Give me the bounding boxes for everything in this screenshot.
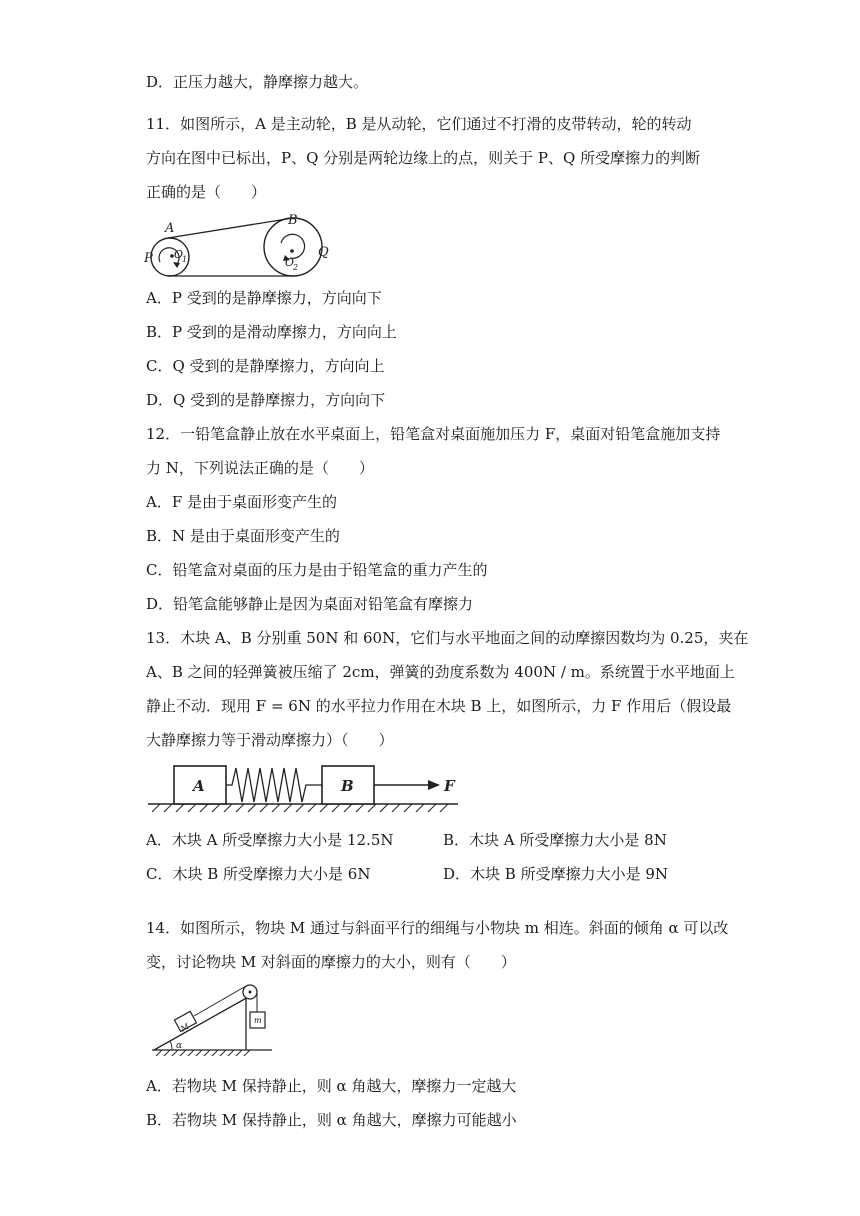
q14-option-a: A．若物块 M 保持静止，则 α 角越大，摩擦力一定越大 <box>146 1077 517 1095</box>
q11-stem-line-2: 方向在图中已标出，P、Q 分别是两轮边缘上的点，则关于 P、Q 所受摩擦力的判断 <box>146 149 701 167</box>
q14-stem-line-2: 变，讨论物块 M 对斜面的摩擦力的大小，则有（ ） <box>146 953 516 971</box>
q14-stem-line-1: 14．如图所示，物块 M 通过与斜面平行的细绳与小物块 m 相连。斜面的倾角 α 可以改 <box>146 919 729 937</box>
block-label-big-m: M <box>179 1021 191 1034</box>
center-label-o2: O <box>285 256 295 269</box>
block-label-a: A <box>193 777 205 795</box>
wheel-label-a: A <box>165 221 175 236</box>
q12-stem-line-1: 12．一铅笔盒静止放在水平桌面上，铅笔盒对桌面施加压力 F，桌面对铅笔盒施加支持 <box>146 425 721 443</box>
q13-option-d: D．木块 B 所受摩擦力大小是 9N <box>443 865 669 883</box>
q11-option-a: A．P 受到的是静摩擦力，方向向下 <box>146 289 382 307</box>
center-label-o1: O <box>174 248 184 261</box>
q11-option-c: C．Q 受到的是静摩擦力，方向向上 <box>146 357 385 375</box>
q12-option-b: B．N 是由于桌面形变产生的 <box>146 527 340 545</box>
q11-option-d: D．Q 受到的是静摩擦力，方向向下 <box>146 391 386 409</box>
block-label-small-m: m <box>254 1016 262 1025</box>
q12-option-d: D．铅笔盒能够静止是因为桌面对铅笔盒有摩擦力 <box>146 595 474 613</box>
q13-option-a: A．木块 A 所受摩擦力大小是 12.5N <box>146 831 394 849</box>
q13-stem-line-4: 大静摩擦力等于滑动摩擦力）（ ） <box>146 731 394 749</box>
incline-pulley-figure <box>150 978 278 1060</box>
q13-option-b: B．木块 A 所受摩擦力大小是 8N <box>443 831 667 849</box>
q11-stem-line-3: 正确的是（ ） <box>146 183 267 201</box>
q13-option-c: C．木块 B 所受摩擦力大小是 6N <box>146 865 371 883</box>
q13-stem-line-2: A、B 之间的轻弹簧被压缩了 2cm，弹簧的劲度系数为 400N / m。系统置于水平地面上 <box>146 663 735 681</box>
q14-option-b: B．若物块 M 保持静止，则 α 角越大，摩擦力可能越小 <box>146 1111 517 1129</box>
point-label-p: P <box>144 251 153 266</box>
q12-option-a: A．F 是由于桌面形变产生的 <box>146 493 338 511</box>
q12-stem-line-2: 力 N，下列说法正确的是（ ） <box>146 459 374 477</box>
angle-label-alpha: α <box>176 1041 183 1051</box>
q12-option-c: C．铅笔盒对桌面的压力是由于铅笔盒的重力产生的 <box>146 561 488 579</box>
force-label-f: F <box>444 777 455 795</box>
wheel-label-b: B <box>288 213 298 228</box>
block-label-b: B <box>341 777 354 795</box>
q11-option-b: B．P 受到的是滑动摩擦力，方向向上 <box>146 323 397 341</box>
center-label-o1-sub: 1 <box>182 255 188 264</box>
q13-stem-line-3: 静止不动．现用 F = 6N 的水平拉力作用在木块 B 上，如图所示，力 F 作用后（假设最 <box>146 697 732 715</box>
q11-stem-line-1: 11．如图所示，A 是主动轮，B 是从动轮，它们通过不打滑的皮带转动，轮的转动 <box>146 115 692 133</box>
q13-stem-line-1: 13．木块 A、B 分别重 50N 和 60N，它们与水平地面之间的动摩擦因数均为 0.25，夹在 <box>146 629 749 647</box>
point-label-q: Q <box>318 245 329 260</box>
spring-blocks-figure <box>146 760 462 816</box>
belt-pulley-figure <box>140 210 340 282</box>
q10-option-d: D．正压力越大，静摩擦力越大。 <box>146 73 369 91</box>
center-label-o2-sub: 2 <box>293 263 299 272</box>
